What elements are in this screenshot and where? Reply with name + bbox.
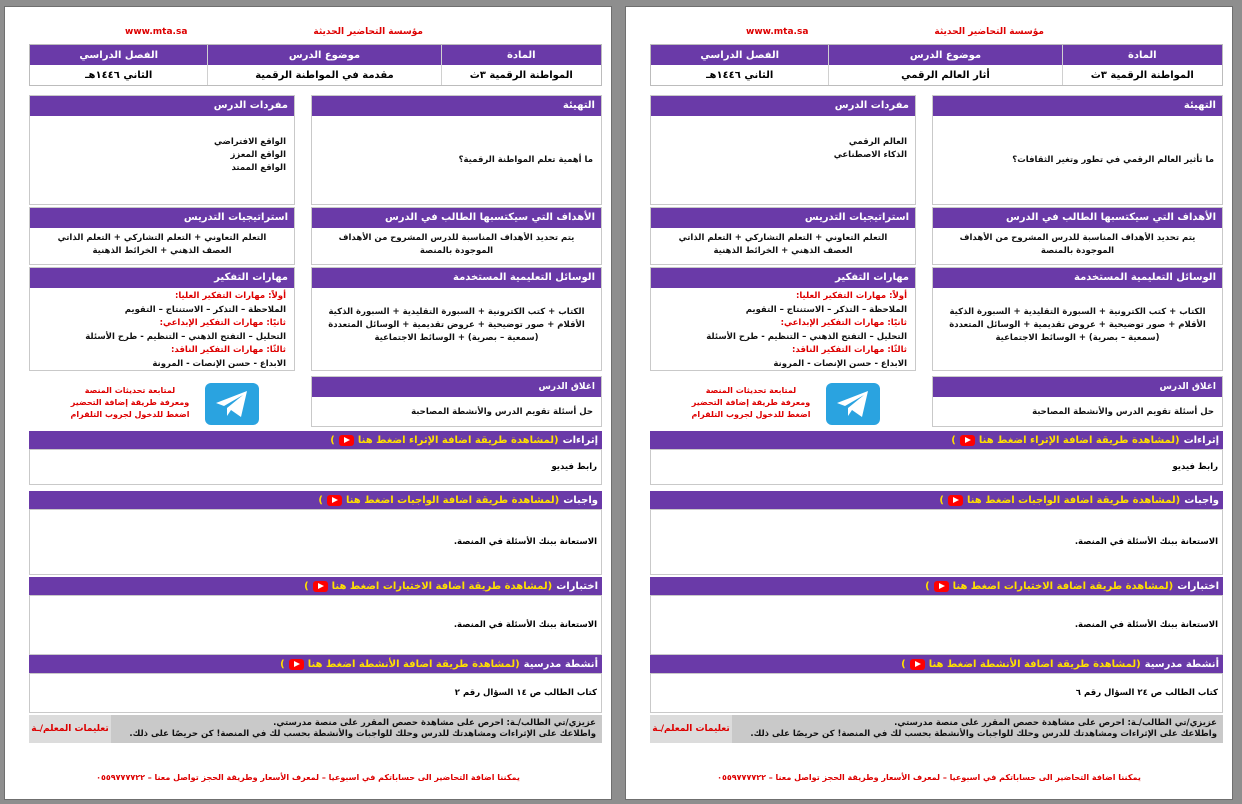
enrich-content: رابط فيديو bbox=[29, 449, 602, 485]
telegram-link-text[interactable] bbox=[686, 385, 816, 421]
strategies-title: استراتيجيات التدريس bbox=[30, 208, 294, 228]
goals-box bbox=[311, 207, 602, 265]
youtube-icon[interactable] bbox=[327, 495, 342, 506]
teacher-notes bbox=[29, 715, 602, 743]
lesson-header-table bbox=[650, 44, 1223, 86]
tests-howto-link[interactable]: (لمشاهدة طريقة اضافة الاختبارات اضغط هنا bbox=[331, 580, 553, 592]
closing-box bbox=[311, 376, 602, 427]
link-close-paren: ) bbox=[304, 580, 309, 592]
thinking-line: التحليل – التفتح الذهني – التنظيم - طرح الأسئلة bbox=[706, 331, 907, 342]
homework-title: واجبات bbox=[563, 494, 598, 506]
vocab-item: الذكاء الاصطناعي bbox=[833, 150, 907, 160]
vocab-title: مفردات الدرس bbox=[30, 96, 294, 116]
youtube-icon[interactable] bbox=[313, 581, 328, 592]
strategies-line: العصف الذهني + الخرائط الذهنية bbox=[92, 246, 232, 256]
link-close-paren: ) bbox=[901, 658, 906, 670]
telegram-line: ومعرفة طريقة إضافة التحضير bbox=[70, 398, 190, 407]
thinking-heading: أولاً: مهارات التفكير العليا: bbox=[795, 291, 907, 301]
goals-text: يتم تحديد الأهداف المناسبة للدرس المشروح من الأهداف الموجودة بالمنصة bbox=[338, 233, 575, 256]
thinking-box bbox=[29, 267, 295, 371]
teacher-notes-text bbox=[111, 715, 602, 743]
activities-bar bbox=[29, 655, 602, 673]
homework-bar bbox=[650, 491, 1223, 509]
site-url-link[interactable]: www.mta.sa bbox=[125, 27, 188, 37]
thinking-line: الابداع - حسن الإنصات - المرونة bbox=[152, 358, 286, 369]
subject-label: المادة bbox=[1062, 45, 1222, 65]
topic-value: مقدمة في المواطنة الرقمية bbox=[207, 65, 440, 85]
tools-line: الأقلام + صور توضيحية + عروض تقديمية + الوسائل المتعددة bbox=[328, 320, 585, 330]
thinking-line: الابداع - حسن الإنصات - المرونة bbox=[773, 358, 907, 369]
topic-label: موضوع الدرس bbox=[207, 45, 440, 65]
warmup-box bbox=[932, 95, 1223, 205]
goals-text: يتم تحديد الأهداف المناسبة للدرس المشروح من الأهداف الموجودة بالمنصة bbox=[959, 233, 1196, 256]
strategies-box bbox=[29, 207, 295, 265]
telegram-icon bbox=[835, 389, 871, 419]
subject-value: المواطنة الرقمية ٣ث bbox=[441, 65, 601, 85]
youtube-icon[interactable] bbox=[960, 435, 975, 446]
page-topline bbox=[654, 27, 1204, 41]
vocab-box bbox=[650, 95, 916, 205]
tests-title: اختبارات bbox=[1177, 580, 1219, 592]
telegram-icon bbox=[214, 389, 250, 419]
activities-title: أنشطة مدرسية bbox=[523, 658, 598, 670]
warmup-title: التهيئة bbox=[312, 96, 601, 116]
topic-value: أثار العالم الرقمي bbox=[828, 65, 1061, 85]
tools-line: الكتاب + كتب الكترونية + السبورة التقليدية + السبورة الذكية bbox=[949, 307, 1206, 317]
teacher-notes bbox=[650, 715, 1223, 743]
tests-content: الاستعانة ببنك الأسئلة في المنصة. bbox=[650, 595, 1223, 655]
strategies-title: استراتيجيات التدريس bbox=[651, 208, 915, 228]
enrich-bar bbox=[29, 431, 602, 449]
vocab-list bbox=[30, 116, 294, 179]
homework-title: واجبات bbox=[1184, 494, 1219, 506]
closing-text: حل أسئلة تقويم الدرس والأنشطة المصاحبة bbox=[1032, 406, 1214, 417]
telegram-line: لمتابعة تحديثات المنصة bbox=[84, 386, 176, 395]
warmup-text: ما تأثير العالم الرقمي في تطور وتغير الثقافات؟ bbox=[1012, 154, 1214, 165]
tests-bar bbox=[650, 577, 1223, 595]
strategies-line: التعلم التعاوني + التعلم التشاركي + التعلم الذاتي bbox=[57, 233, 267, 243]
tests-bar bbox=[29, 577, 602, 595]
vocab-item: العالم الرقمي bbox=[848, 137, 907, 147]
goals-title: الأهداف التي سيكتسبها الطالب في الدرس bbox=[933, 208, 1222, 228]
thinking-heading: ثالثًا: مهارات التفكير الناقد: bbox=[792, 345, 907, 355]
telegram-line: اضغط للدخول لجروب التلقرام bbox=[691, 410, 811, 419]
link-close-paren: ) bbox=[925, 580, 930, 592]
tools-line: (سمعية – بصرية) + الوسائط الاجتماعية bbox=[995, 333, 1160, 343]
homework-howto-link[interactable]: (لمشاهدة طريقة اضافة الواجبات اضغط هنا bbox=[345, 494, 560, 506]
tools-title: الوسائل التعليمية المستخدمة bbox=[933, 268, 1222, 288]
subject-value: المواطنة الرقمية ٣ث bbox=[1062, 65, 1222, 85]
activities-howto-link[interactable]: (لمشاهدة طريقة اضافة الأنشطة اضغط هنا bbox=[307, 658, 520, 670]
thinking-line: الملاحظة – التذكر – الاستنتاج – التقويم bbox=[745, 304, 907, 315]
tools-line: الأقلام + صور توضيحية + عروض تقديمية + الوسائل المتعددة bbox=[949, 320, 1206, 330]
tests-howto-link[interactable]: (لمشاهدة طريقة اضافة الاختبارات اضغط هنا bbox=[952, 580, 1174, 592]
youtube-icon[interactable] bbox=[289, 659, 304, 670]
thinking-heading: ثالثًا: مهارات التفكير الناقد: bbox=[171, 345, 286, 355]
closing-box bbox=[932, 376, 1223, 427]
activities-howto-link[interactable]: (لمشاهدة طريقة اضافة الأنشطة اضغط هنا bbox=[928, 658, 1141, 670]
term-value: الثاني ١٤٤٦هـ bbox=[85, 69, 153, 81]
enrich-howto-link[interactable]: (لمشاهدة طريقة اضافة الإثراء اضغط هنا bbox=[978, 434, 1180, 446]
enrich-title: إثراءات bbox=[562, 434, 598, 446]
vocab-list bbox=[651, 116, 915, 166]
enrich-howto-link[interactable]: (لمشاهدة طريقة اضافة الإثراء اضغط هنا bbox=[357, 434, 559, 446]
thinking-title: مهارات التفكير bbox=[30, 268, 294, 288]
vocab-item: الواقع الافتراضي bbox=[214, 137, 286, 147]
enrich-content: رابط فيديو bbox=[650, 449, 1223, 485]
thinking-box bbox=[650, 267, 916, 371]
telegram-button[interactable] bbox=[826, 383, 880, 425]
closing-title: اغلاق الدرس bbox=[933, 377, 1222, 397]
vocab-item: الواقع الممتد bbox=[231, 163, 286, 173]
activities-title: أنشطة مدرسية bbox=[1144, 658, 1219, 670]
strategies-line: التعلم التعاوني + التعلم التشاركي + التعلم الذاتي bbox=[678, 233, 888, 243]
youtube-icon[interactable] bbox=[910, 659, 925, 670]
notes-line: عزيزي/تي الطالب/ـة: احرص على مشاهدة حصص المقرر على منصة مدرستي. bbox=[894, 718, 1217, 728]
vocab-box bbox=[29, 95, 295, 205]
subject-label: المادة bbox=[441, 45, 601, 65]
tests-title: اختبارات bbox=[556, 580, 598, 592]
link-close-paren: ) bbox=[951, 434, 956, 446]
telegram-line: لمتابعة تحديثات المنصة bbox=[705, 386, 797, 395]
term-label: الفصل الدراسي bbox=[700, 49, 780, 61]
footer-contact-text[interactable]: يمكننا اضافة التحاضير الى حساباتكم في اسبوعيا – لمعرف الأسعار وطريقة الحجز تواصل معنا – ٠٥٥٩٧٧٧٧٢٢ bbox=[96, 773, 520, 782]
warmup-box bbox=[311, 95, 602, 205]
lesson-page bbox=[625, 6, 1233, 800]
link-close-paren: ) bbox=[280, 658, 285, 670]
tools-box bbox=[311, 267, 602, 371]
notes-line: واطلاعك على الإثراءات ومشاهدتك للدرس وحلك للواجبات والأنشطة بحسب لك في المنصة! كن حريصًا على ذلك. bbox=[750, 729, 1217, 739]
youtube-icon[interactable] bbox=[339, 435, 354, 446]
enrich-title: إثراءات bbox=[1183, 434, 1219, 446]
youtube-icon[interactable] bbox=[934, 581, 949, 592]
tools-title: الوسائل التعليمية المستخدمة bbox=[312, 268, 601, 288]
thinking-heading: أولاً: مهارات التفكير العليا: bbox=[174, 291, 286, 301]
enrich-bar bbox=[650, 431, 1223, 449]
goals-box bbox=[932, 207, 1223, 265]
homework-content: الاستعانة ببنك الأسئلة في المنصة. bbox=[650, 509, 1223, 575]
lesson-page bbox=[4, 6, 612, 800]
thinking-line: التحليل – التفتح الذهني – التنظيم - طرح الأسئلة bbox=[85, 331, 286, 342]
activities-bar bbox=[650, 655, 1223, 673]
youtube-icon[interactable] bbox=[948, 495, 963, 506]
goals-title: الأهداف التي سيكتسبها الطالب في الدرس bbox=[312, 208, 601, 228]
telegram-link-text[interactable] bbox=[65, 385, 195, 421]
thinking-line: الملاحظة – التذكر – الاستنتاج – التقويم bbox=[124, 304, 286, 315]
vocab-item: الواقع المعزز bbox=[230, 150, 286, 160]
link-close-paren: ) bbox=[939, 494, 944, 506]
term-label: الفصل الدراسي bbox=[79, 49, 159, 61]
closing-title: اغلاق الدرس bbox=[312, 377, 601, 397]
warmup-title: التهيئة bbox=[933, 96, 1222, 116]
vocab-title: مفردات الدرس bbox=[651, 96, 915, 116]
site-url-link[interactable]: www.mta.sa bbox=[746, 27, 809, 37]
tools-line: الكتاب + كتب الكترونية + السبورة التقليدية + السبورة الذكية bbox=[328, 307, 585, 317]
teacher-notes-label: تعليمات المعلم/ـة bbox=[650, 715, 732, 743]
term-value: الثاني ١٤٤٦هـ bbox=[706, 69, 774, 81]
telegram-button[interactable] bbox=[205, 383, 259, 425]
notes-line: واطلاعك على الإثراءات ومشاهدتك للدرس وحلك للواجبات والأنشطة بحسب لك في المنصة! كن حريصًا على ذلك. bbox=[129, 729, 596, 739]
teacher-notes-text bbox=[732, 715, 1223, 743]
warmup-text: ما أهمية تعلم المواطنة الرقمية؟ bbox=[458, 154, 593, 165]
notes-line: عزيزي/تي الطالب/ـة: احرص على مشاهدة حصص المقرر على منصة مدرستي. bbox=[273, 718, 596, 728]
tools-line: (سمعية – بصرية) + الوسائط الاجتماعية bbox=[374, 333, 539, 343]
homework-howto-link[interactable]: (لمشاهدة طريقة اضافة الواجبات اضغط هنا bbox=[966, 494, 1181, 506]
tools-box bbox=[932, 267, 1223, 371]
footer-contact-text[interactable]: يمكننا اضافة التحاضير الى حساباتكم في اسبوعيا – لمعرف الأسعار وطريقة الحجز تواصل معنا – ٠٥٥٩٧٧٧٧٢٢ bbox=[717, 773, 1141, 782]
strategies-line: العصف الذهني + الخرائط الذهنية bbox=[713, 246, 853, 256]
topic-label: موضوع الدرس bbox=[828, 45, 1061, 65]
teacher-notes-label: تعليمات المعلم/ـة bbox=[29, 715, 111, 743]
homework-content: الاستعانة ببنك الأسئلة في المنصة. bbox=[29, 509, 602, 575]
thinking-heading: ثانيًا: مهارات التفكير الإبداعي: bbox=[159, 318, 286, 328]
activities-content: كتاب الطالب ص ٢٤ السؤال رقم ٦ bbox=[650, 673, 1223, 713]
link-close-paren: ) bbox=[330, 434, 335, 446]
activities-content: كتاب الطالب ص ١٤ السؤال رقم ٢ bbox=[29, 673, 602, 713]
thinking-heading: ثانيًا: مهارات التفكير الإبداعي: bbox=[780, 318, 907, 328]
closing-text: حل أسئلة تقويم الدرس والأنشطة المصاحبة bbox=[411, 406, 593, 417]
homework-bar bbox=[29, 491, 602, 509]
page-topline bbox=[33, 27, 583, 41]
telegram-line: ومعرفة طريقة إضافة التحضير bbox=[691, 398, 811, 407]
tests-content: الاستعانة ببنك الأسئلة في المنصة. bbox=[29, 595, 602, 655]
lesson-header-table bbox=[29, 44, 602, 86]
telegram-line: اضغط للدخول لجروب التلقرام bbox=[70, 410, 190, 419]
org-name: مؤسسة التحاضير الحديثة bbox=[313, 27, 423, 37]
org-name: مؤسسة التحاضير الحديثة bbox=[934, 27, 1044, 37]
link-close-paren: ) bbox=[318, 494, 323, 506]
thinking-title: مهارات التفكير bbox=[651, 268, 915, 288]
strategies-box bbox=[650, 207, 916, 265]
